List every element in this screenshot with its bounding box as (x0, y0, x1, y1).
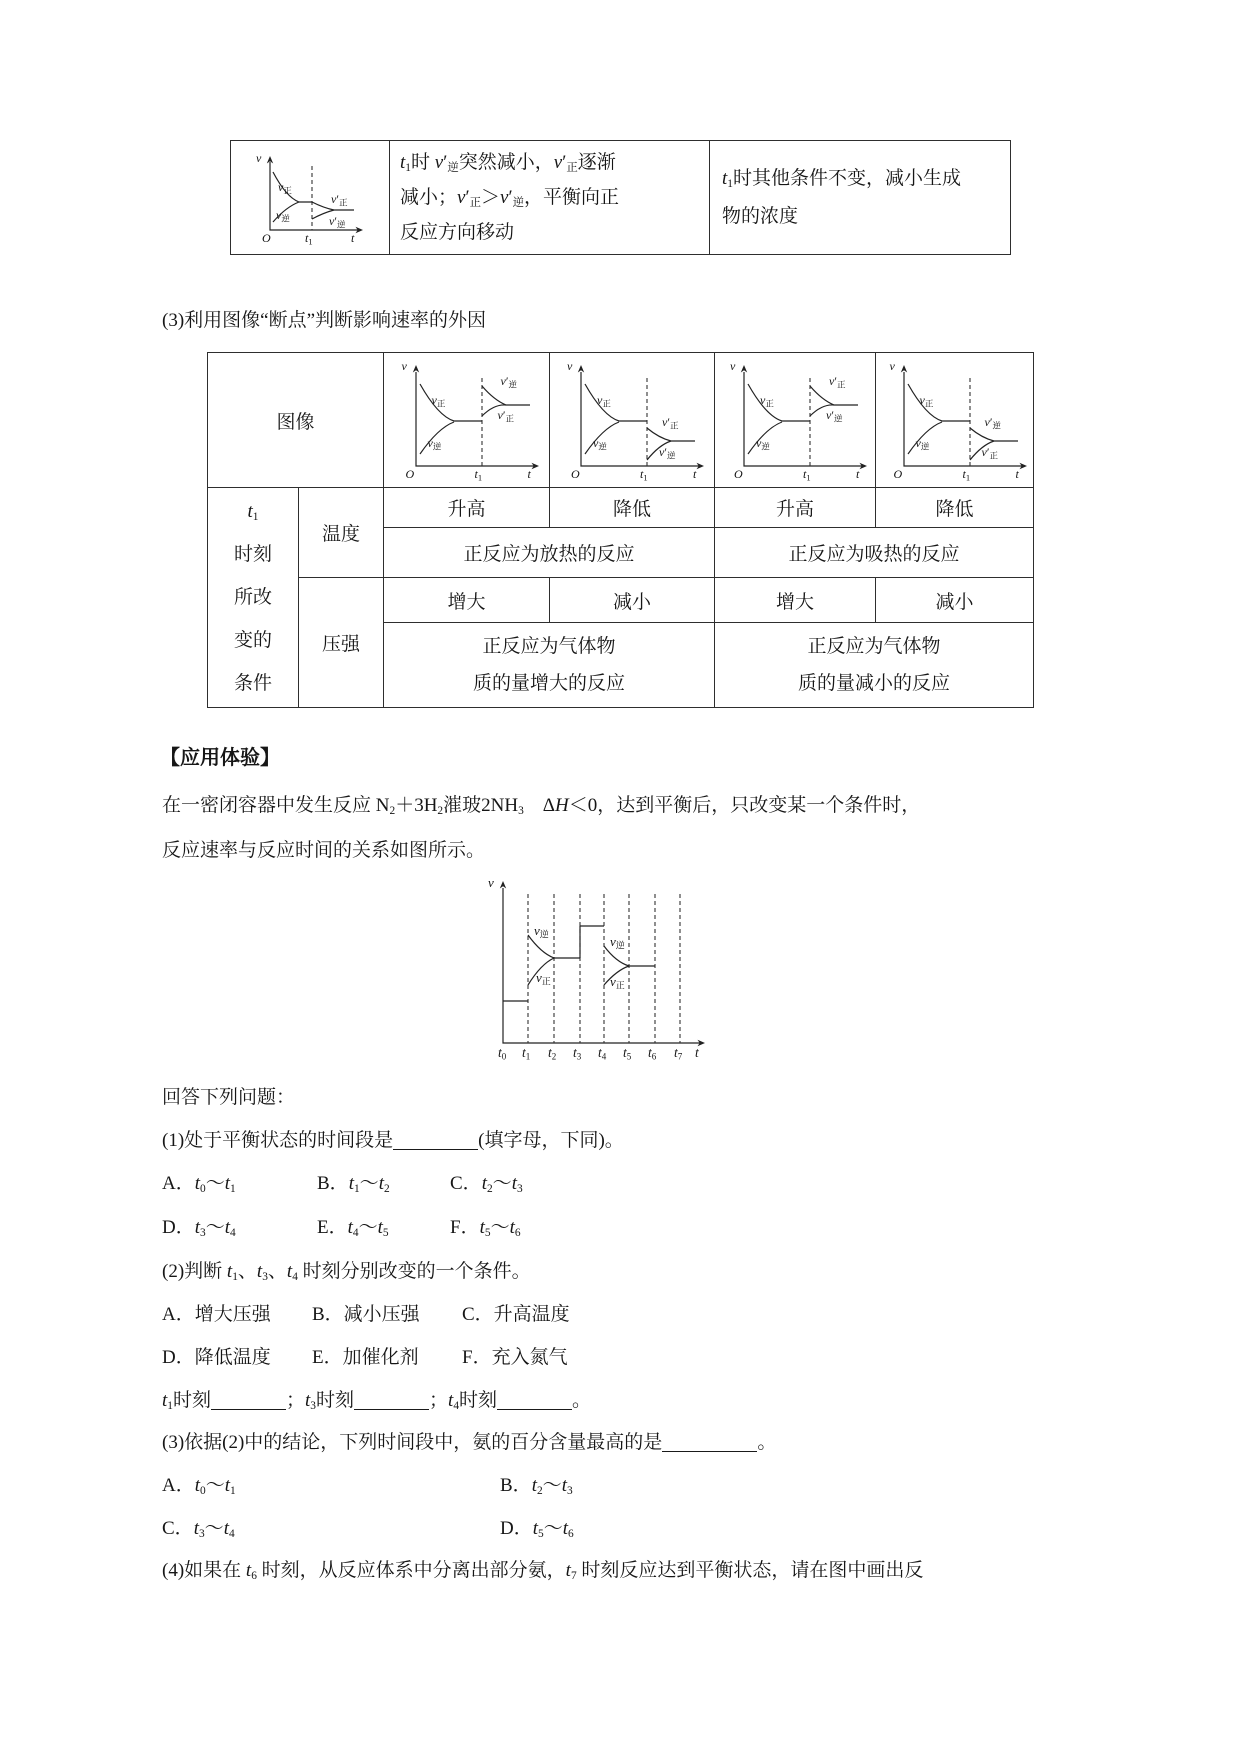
decrease-product-graph (254, 152, 366, 244)
pressure-note-line: 质的量增大的反应 (473, 673, 626, 694)
q2-option-b: B．减小压强 (312, 1304, 420, 1325)
v-forward-label-2: $v_正$ (610, 974, 625, 991)
q3-option-c: C．$t_3\sim t_4$ (162, 1518, 235, 1541)
v-forward-prime-label: $v'_正$ (662, 415, 679, 431)
v-reverse-prime-label: $v'_逆$ (984, 415, 1001, 431)
t-axis-label: t (527, 467, 531, 481)
q2-option-a: A．增大压强 (162, 1304, 271, 1325)
v-reverse-prime-label: $v'_逆$ (826, 408, 843, 424)
pressure-note-line: 正反应为气体物 (807, 636, 941, 657)
v-forward-label: $v_正$ (278, 179, 292, 195)
t1-label: $t_1$ (474, 467, 483, 483)
top-graph-cell (231, 141, 390, 255)
desc-line-2: 减小；$v'_正>v'_逆$，平衡向正 (400, 187, 620, 210)
cause-line-1: $t_1$时其他条件不变，减小生成 (722, 167, 961, 190)
pressure-note-line: 正反应为气体物 (482, 636, 616, 657)
t1-label: $t_1$ (640, 467, 648, 483)
pressure-value-cell: 减小 (550, 578, 715, 623)
t-axis-label: t (856, 467, 860, 481)
v-axis-label: v (889, 359, 895, 373)
temp-value-cell: 升高 (715, 488, 876, 528)
pressure-label-cell: 压强 (299, 578, 384, 708)
question-3: (3)依据(2)中的结论，下列时间段中，氨的百分含量最高的是 。 (162, 1432, 777, 1453)
row-label-line: 变的 (233, 630, 272, 651)
pressure-value-cell: 增大 (715, 578, 876, 623)
temp-note-cell: 正反应为吸热的反应 (715, 528, 1034, 578)
v-axis-label: v (256, 150, 262, 165)
tick-t3: $t_3$ (573, 1045, 582, 1062)
v-forward-label-1: $v_正$ (536, 970, 551, 987)
q1-option-b: B．$t_1\sim t_2$ (317, 1173, 390, 1196)
q1-option-a: A．$t_0\sim t_1$ (162, 1173, 236, 1196)
graph-temp-up-endothermic (720, 358, 870, 482)
v-forward-label: $v_正$ (431, 393, 446, 409)
row-label-line: 条件 (233, 673, 272, 694)
origin-label: O (734, 467, 743, 481)
top-desc-cell (390, 141, 710, 255)
v-reverse-label: $v_逆$ (915, 436, 930, 452)
q2-fill-line: $t_1$时刻 ；$t_3$时刻 ；$t_4$时刻 。 (162, 1390, 592, 1413)
v-forward-label: $v_正$ (597, 393, 611, 409)
figure-canvas (468, 876, 713, 1071)
graph-cell-2 (550, 353, 715, 488)
q2-option-f: F．充入氮气 (462, 1347, 568, 1368)
v-reverse-prime-label: $v'_逆$ (659, 445, 676, 461)
t-axis-label: t (1015, 467, 1019, 481)
tick-t6: $t_6$ (648, 1045, 657, 1062)
graph-temp-down-endothermic (880, 358, 1030, 482)
pressure-note-cell (384, 623, 715, 708)
pressure-value-cell: 减小 (876, 578, 1034, 623)
question-intro: 回答下列问题： (162, 1087, 296, 1108)
breakpoint-table (207, 352, 1034, 708)
tick-t4: $t_4$ (598, 1045, 607, 1062)
desc-line-1: $t_1$时 $v'_逆$突然减小，$v'_正$逐渐 (400, 152, 616, 175)
v-reverse-label: $v_逆$ (593, 436, 607, 452)
v-forward-prime-label: $v'_正$ (331, 191, 348, 207)
temp-note-cell: 正反应为放热的反应 (384, 528, 715, 578)
q1-option-e: E．$t_4\sim t_5$ (317, 1217, 389, 1240)
tick-t0: $t_0$ (498, 1045, 507, 1062)
q3-option-b: B．$t_2\sim t_3$ (500, 1475, 573, 1498)
v-axis-label: v (488, 875, 494, 890)
v-reverse-label: $v_逆$ (756, 436, 770, 452)
v-forward-prime-label: $v'_正$ (829, 374, 846, 390)
v-forward-prime-label: $v'_正$ (497, 408, 514, 424)
graph-cell-4 (876, 353, 1034, 488)
row-label-line: 所改 (233, 587, 272, 608)
reaction-paragraph-line-2: 反应速率与反应时间的关系如图所示。 (162, 840, 486, 861)
v-forward-label: $v_正$ (919, 393, 934, 409)
graph-canvas (880, 358, 1030, 482)
t1-label: $t_1$ (803, 467, 811, 483)
graph-cell-3 (715, 353, 876, 488)
origin-label: O (262, 230, 271, 245)
graph-canvas (720, 358, 870, 482)
v-axis-label: v (730, 359, 736, 373)
top-cause-cell (710, 141, 1011, 255)
v-reverse-label: $v_逆$ (276, 207, 290, 223)
t1-label: $t_1$ (305, 230, 313, 246)
row-label-line: $t_1$ (247, 501, 259, 524)
v-reverse-label: $v_逆$ (427, 436, 442, 452)
v-axis-label: v (567, 359, 573, 373)
q2-option-e: E．加催化剂 (312, 1347, 419, 1368)
tick-t5: $t_5$ (623, 1045, 632, 1062)
v-reverse-label-1: $v_逆$ (534, 923, 549, 940)
q1-option-d: D．$t_3\sim t_4$ (162, 1217, 236, 1240)
application-section-tag: 【应用体验】 (160, 747, 280, 769)
pressure-note-line: 质的量减小的反应 (798, 673, 951, 694)
v-reverse-label-2: $v_逆$ (610, 934, 625, 951)
question-1: (1)处于平衡状态的时间段是 (填字母，下同)。 (162, 1130, 624, 1151)
row-label-line: 时刻 (233, 544, 272, 565)
v-reverse-prime-label: $v'_逆$ (500, 374, 517, 390)
cause-line-2: 物的浓度 (722, 205, 799, 227)
q1-option-f: F．$t_5\sim t_6$ (450, 1217, 521, 1240)
q2-option-d: D．降低温度 (162, 1347, 271, 1368)
graph-temp-up-exothermic (392, 358, 542, 482)
temp-value-cell: 降低 (876, 488, 1034, 528)
v-axis-label: v (401, 359, 407, 373)
graph-temp-down-exothermic (557, 358, 707, 482)
desc-line-3: 反应方向移动 (400, 222, 515, 243)
image-header-cell: 图像 (208, 353, 384, 488)
t1-label: $t_1$ (962, 467, 971, 483)
origin-label: O (405, 467, 415, 481)
question-4: (4)如果在 $t_6$ 时刻，从反应体系中分离出部分氨，$t_7$ 时刻反应达到平衡状态，请在图中画出反 (162, 1560, 924, 1583)
graph-canvas (254, 152, 366, 244)
question-2: (2)判断 $t_1$、$t_3$、$t_4$ 时刻分别改变的一个条件。 (162, 1261, 531, 1284)
tick-t7: $t_7$ (674, 1045, 683, 1062)
graph-cell-1 (384, 353, 550, 488)
row-label-cell (208, 488, 299, 708)
origin-label: O (571, 467, 580, 481)
temp-value-cell: 降低 (550, 488, 715, 528)
q3-option-a: A．$t_0\sim t_1$ (162, 1475, 236, 1498)
q1-option-c: C．$t_2\sim t_3$ (450, 1173, 523, 1196)
v-forward-label: $v_正$ (760, 393, 774, 409)
reaction-paragraph-line-1: 在一密闭容器中发生反应 $N_2+3H_2$漼玻$2NH_3$ ΔH＜0，达到平衡后，只改变某一个条件时， (162, 795, 921, 818)
t-axis-label: t (693, 467, 697, 481)
q2-option-c: C．升高温度 (462, 1304, 570, 1325)
tick-t1: $t_1$ (522, 1045, 531, 1062)
origin-label: O (893, 467, 903, 481)
temperature-label-cell: 温度 (299, 488, 384, 578)
temp-value-cell: 升高 (384, 488, 550, 528)
pressure-value-cell: 增大 (384, 578, 550, 623)
pressure-note-cell (715, 623, 1034, 708)
q3-option-d: D．$t_5\sim t_6$ (500, 1518, 574, 1541)
graph-canvas (557, 358, 707, 482)
rate-time-figure (468, 876, 713, 1071)
tick-t2: $t_2$ (548, 1045, 557, 1062)
t-axis-label: t (695, 1045, 699, 1060)
top-continuation-table (230, 140, 1011, 255)
graph-canvas (392, 358, 542, 482)
v-forward-prime-label: $v'_正$ (981, 445, 998, 461)
t-axis-label: t (351, 230, 355, 245)
v-reverse-prime-label: $v'_逆$ (329, 213, 346, 229)
section-3-heading: (3)利用图像“断点”判断影响速率的外因 (162, 310, 487, 331)
